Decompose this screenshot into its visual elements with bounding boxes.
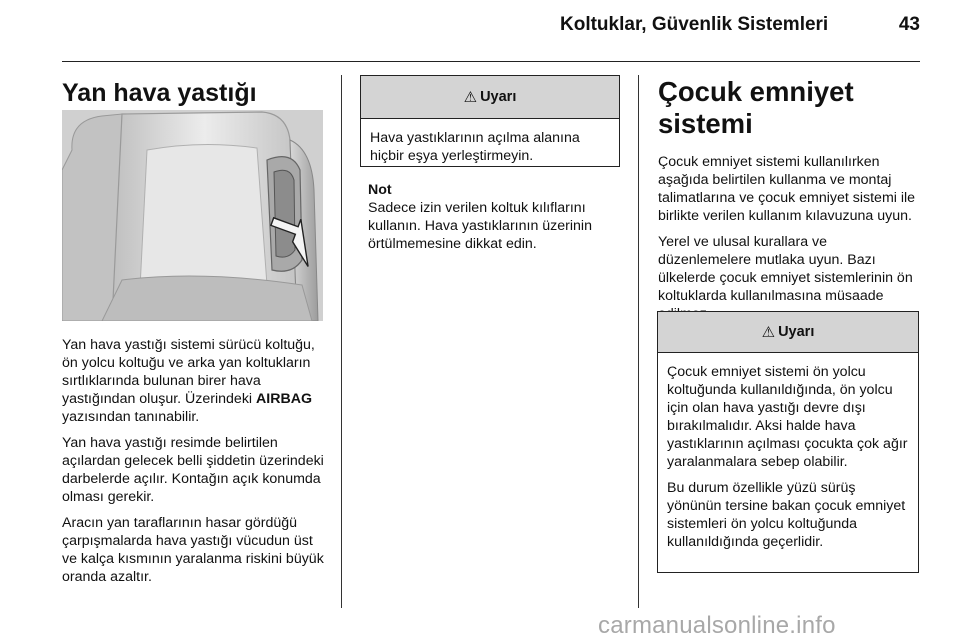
seat-side-airbag-illustration	[62, 110, 323, 321]
page-number: 43	[898, 14, 920, 35]
column-divider-1	[341, 75, 342, 608]
warning-title: Uyarı	[480, 89, 517, 105]
section-title: Koltuklar, Güvenlik Sistemleri	[560, 14, 829, 35]
seat-illustration-svg	[62, 110, 323, 321]
header-divider	[62, 61, 920, 62]
airbag-warning-box	[360, 75, 620, 167]
left-column-body	[62, 336, 330, 594]
child-restraint-warning-box	[657, 311, 919, 573]
note-text: Sadece izin verilen koltuk kılıflarını kullanın. Hava yastıklarının üzerinin örtülmemesine dikkat edin.	[368, 200, 592, 252]
warning-text-2a: Çocuk emniyet sistemi ön yolcu koltuğunda kullanıldığında, ön yolcu için olan hava yastığı devre dışı bırakılmalıdır. Aksi halde hava yastıklarının açılması çocukta çok ağır yaralanmalara sebep olabilir.	[667, 364, 908, 470]
note-block	[368, 181, 630, 253]
warning-body-2	[658, 353, 918, 551]
side-airbag-protection-text: Aracın yan taraflarının hasar gördüğü çarpışmalarda hava yastığı vücudun üst ve kalça kısmının yaralanma riskini büyük oranda azaltır.	[62, 515, 324, 585]
warning-title-2: Uyarı	[778, 324, 815, 340]
child-restraint-regulations-text: Yerel ve ulusal kurallara ve düzenlemelere mutlaka uyun. Bazı ülkelerde çocuk emniyet sistemlerinin ön koltuklarda kullanılmasına müsaade	[658, 234, 913, 304]
side-airbag-deployment-text: Yan hava yastığı resimde belirtilen açılardan gelecek belli şiddetin üzerindeki darbelerde açılır. Kontağın açık konumda olması gerekir.	[62, 435, 324, 505]
watermark: carmanualsonline.info	[598, 612, 836, 639]
warning-body	[361, 119, 619, 165]
warning-triangle-icon: ⚠	[463, 89, 478, 106]
side-airbag-description-tail: yazısından tanınabilir.	[62, 409, 200, 425]
child-restraint-instructions-text: Çocuk emniyet sistemi kullanılırken aşağıda belirtilen kullanma ve montaj talimatlarına ve çocuk emniyet sistemi ile birlikte verilen kullanım kılavuzuna uyun.	[658, 154, 916, 224]
warning-header-2	[658, 312, 918, 353]
side-airbag-heading: Yan hava yastığı	[62, 79, 257, 107]
warning-triangle-icon: ⚠	[761, 324, 776, 341]
side-airbag-description-text: Yan hava yastığı sistemi sürücü koltuğu, ön yolcu koltuğu ve arka yan koltukların sırtlıklarında bulunan birer hava yastığından oluşur. Üzerindeki	[62, 337, 315, 407]
right-column	[658, 76, 922, 331]
note-title: Not	[368, 182, 392, 198]
child-restraint-heading: Çocuk emniyet sistemi	[658, 76, 854, 139]
airbag-label: AIRBAG	[256, 391, 312, 407]
column-divider-2	[638, 75, 639, 608]
warning-text: Hava yastıklarının açılma alanına hiçbir eşya yerleştirmeyin.	[370, 130, 580, 164]
warning-header	[361, 76, 619, 119]
warning-text-2b: Bu durum özellikle yüzü sürüş yönünün tersine bakan çocuk emniyet sistemleri ön yolcu koltuğunda kullanıldığında geçerlidir.	[667, 480, 906, 550]
side-airbag-description	[62, 336, 330, 426]
